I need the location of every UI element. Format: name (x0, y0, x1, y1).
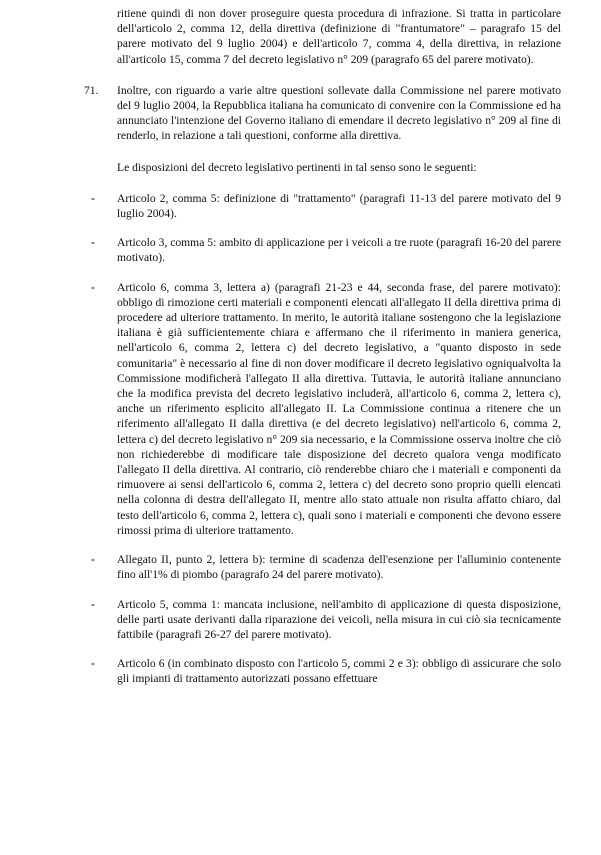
list-item-text: Articolo 2, comma 5: definizione di "trattamento" (paragrafi 11-13 del parere motivato del 9 luglio 2004). (117, 191, 561, 221)
list-item (91, 191, 561, 221)
provisions-list (91, 191, 561, 687)
list-item (91, 235, 561, 265)
list-item-text: Articolo 5, comma 1: mancata inclusione, nell'ambito di applicazione di questa disposizione, delle parti usate derivanti dalla riparazione dei veicoli, nella misura in cui ciò sia tecnicamente fattibile (paragrafi 26-27 del parere motivato). (117, 597, 561, 641)
list-dash: - (91, 236, 95, 250)
list-item (91, 552, 561, 582)
list-item-text: Articolo 6 (in combinato disposto con l'articolo 5, commi 2 e 3): obbligo di assicurare che solo gli impianti di trattamento autorizzati possano effettuare (117, 657, 561, 686)
list-item-text: Allegato II, punto 2, lettera b): termine di scadenza dell'esenzione per l'alluminio contenente fino all'1% di piombo (paragrafo 24 del parere motivato). (117, 553, 561, 582)
list-dash: - (91, 553, 95, 567)
list-item (91, 280, 561, 538)
paragraph-continuation: ritiene quindi di non dover proseguire questa procedura di infrazione. Si tratta in particolare dell'articolo 2, comma 12, della direttiva (definizione di "frantumatore" – paragrafo 15 del parere motivato del 9 luglio 2004) e dell'articolo 7, comma 4, della direttiva, in relazione all'articolo 15, comma 7 del decreto legislativo n° 209 (paragrafo 65 del parere motivato). (117, 7, 561, 66)
list-dash: - (91, 657, 95, 671)
list-item-text: Articolo 3, comma 5: ambito di applicazione per i veicoli a tre ruote (paragrafi 16-20 del parere motivato). (117, 236, 561, 265)
list-item (91, 597, 561, 643)
list-item (91, 656, 561, 686)
list-dash: - (91, 280, 95, 294)
list-dash: - (91, 191, 95, 205)
paragraph-71 (84, 83, 561, 144)
list-item-text: Articolo 6, comma 3, lettera a) (paragrafi 21-23 e 44, seconda frase, del parere motivato): obbligo di rimozione certi materiali e componenti elencati all'allegato II della direttiva prima di procedere ad ulteriore trattamento. In merito, le autorità italiane sostengono che la legislazione italiana è già sufficientemente chiara e affermano che il riferimento in maniera generica, nell'articolo 6, comma 2, lettera c) del decreto legislativo, a "quanto disposto in sede comunitaria" è necessario al fine di non dover modificare il decreto legislativo ogniqualvolta la Commissione modificherà l'allegato II alla direttiva. Tuttavia, le autorità italiane annunciano che la modifica prevista del decreto legislativo includerà, all'articolo 6, comma 2, lettera c), anche un riferimento esplicito all'allegato II. La Commissione continua a ritenere che un riferimento all'allegato II dalla direttiva (e del decreto legislativo) nell'articolo 6, comma 2, lettera c) del decreto legislativo n° 209 sia necessario, e la Commissione osserva inoltre che ciò non richiederebbe di modificare tale disposizione del decreto qualora venga modificato l'allegato II della direttiva. Al contrario, ciò renderebbe chiaro che i materiali e componenti da rimuovere ai sensi dell'articolo 6, comma 2, lettera c) del decreto sono proprio quelli elencati nella colonna di destra dell'allegato II, mentre allo stato attuale non risulta affatto chiaro, dal testo dell'articolo 6, comma 2, lettera c), quali sono i materiali e componenti che devono essere rimossi prima di ulteriore trattamento. (117, 280, 561, 537)
list-intro: Le disposizioni del decreto legislativo pertinenti in tal senso sono le seguenti: (117, 160, 477, 174)
paragraph-71-text: Inoltre, con riguardo a varie altre questioni sollevate dalla Commissione nel parere motivato del 9 luglio 2004, la Repubblica italiana ha comunicato di convenire con la Commissione ed ha annunciato l'intenzione del Governo italiano di emendare il decreto legislativo n° 209 al fine di renderlo, in relazione a tali questioni, conforme alla direttiva. (117, 83, 561, 143)
list-dash: - (91, 597, 95, 611)
paragraph-number: 71. (84, 83, 99, 97)
